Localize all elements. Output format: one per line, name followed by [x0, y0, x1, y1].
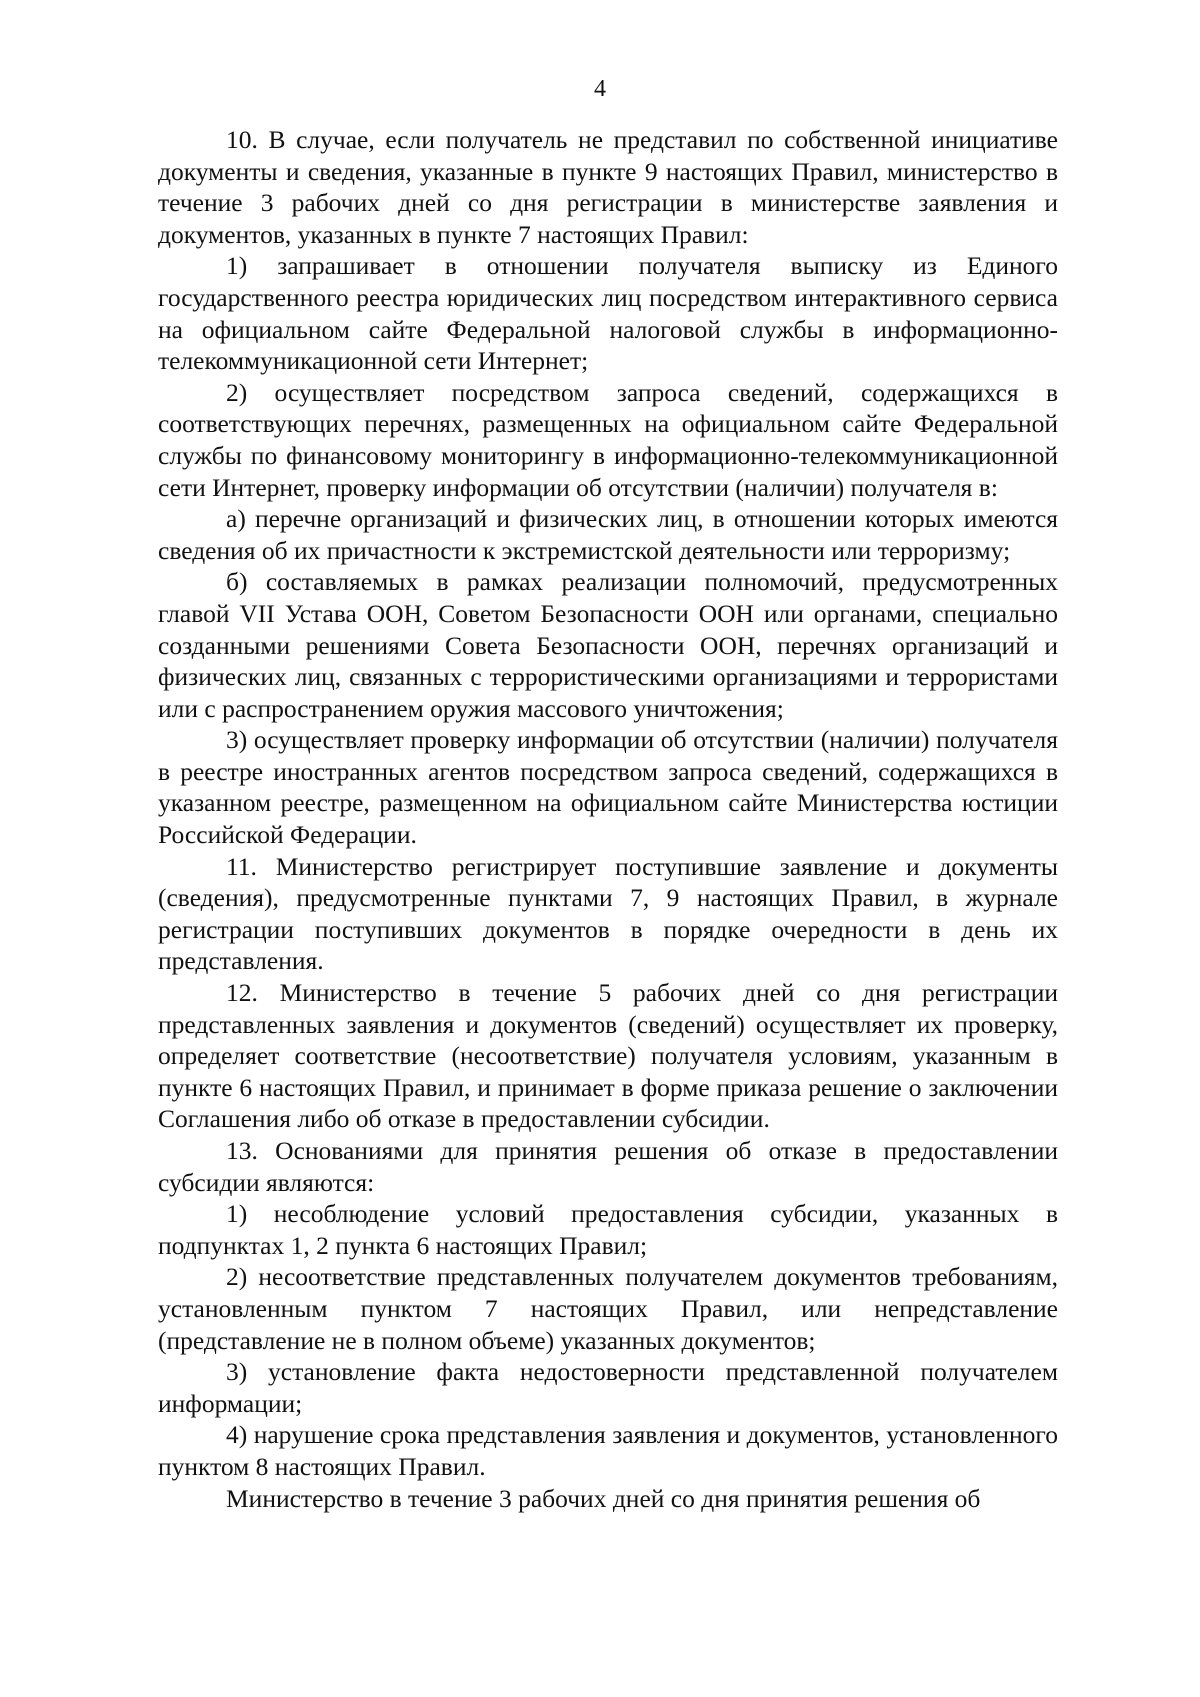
paragraph-10-item-2: 2) осуществляет посредством запроса сведений, содержащихся в соответствующих перечнях, размещенных на официальном сайте Федеральной службы по финансовому мониторингу в информационно-телекоммуникационной сети Интернет, проверку информации об отсутствии (наличии) получателя в: — [158, 377, 1058, 502]
paragraph-10-item-3: 3) осуществляет проверку информации об отсутствии (наличии) получателя в реестре иностранных агентов посредством запроса сведений, содержащихся в указанном реестре, размещенном на официальном сайте Министерства юстиции Российской Федерации. — [158, 725, 1058, 850]
document-body — [158, 124, 1058, 1514]
paragraph-13-item-1: 1) несоблюдение условий предоставления субсидии, указанных в подпунктах 1, 2 пункта 6 настоящих Правил; — [158, 1199, 1058, 1260]
paragraph-13-item-2: 2) несоответствие представленных получателем документов требованиям, установленным пунктом 7 настоящих Правил, или непредставление (представление не в полном объеме) указанных документов; — [158, 1262, 1058, 1355]
paragraph-10: 10. В случае, если получатель не представил по собственной инициативе документы и сведения, указанные в пункте 9 настоящих Правил, министерство в течение 3 рабочих дней со дня регистрации в министерстве заявления и документов, указанных в пункте 7 настоящих Правил: — [158, 125, 1058, 249]
paragraph-10-item-1: 1) запрашивает в отношении получателя выписку из Единого государственного реестра юридических лиц посредством интерактивного сервиса на официальном сайте Федеральной налоговой службы в информационно-телекоммуникационной сети Интернет; — [158, 251, 1058, 376]
paragraph-10-item-2b: б) составляемых в рамках реализации полномочий, предусмотренных главой VII Устава ООН, Советом Безопасности ООН или органами, специально созданными решениями Совета Безопасности ООН, перечнях организаций и физических лиц, связанных с террористическими организациями и террористами или с распространением оружия массового уничтожения; — [158, 567, 1058, 723]
page-number: 4 — [594, 76, 606, 102]
paragraph-12: 12. Министерство в течение 5 рабочих дней со дня регистрации представленных заявления и документов (сведений) осуществляет их проверку, определяет соответствие (несоответствие) получателя условиям, указанным в пункте 6 настоящих Правил, и принимает в форме приказа решение о заключении Соглашения либо об отказе в предоставлении субсидии. — [158, 978, 1058, 1134]
paragraph-13: 13. Основаниями для принятия решения об отказе в предоставлении субсидии являются: — [158, 1136, 1058, 1197]
paragraph-13-item-4: 4) нарушение срока представления заявления и документов, установленного пунктом 8 настоящих Правил. — [158, 1420, 1058, 1481]
paragraph-11: 11. Министерство регистрирует поступившие заявление и документы (сведения), предусмотренные пунктами 7, 9 настоящих Правил, в журнале регистрации поступивших документов в порядке очередности в день их представления. — [158, 851, 1058, 976]
paragraph-continuation: Министерство в течение 3 рабочих дней со дня принятия решения об — [226, 1483, 981, 1513]
paragraph-10-item-2a: а) перечне организаций и физических лиц, в отношении которых имеются сведения об их причастности к экстремистской деятельности или терроризму; — [158, 504, 1058, 565]
paragraph-13-item-3: 3) установление факта недостоверности представленной получателем информации; — [158, 1357, 1058, 1418]
